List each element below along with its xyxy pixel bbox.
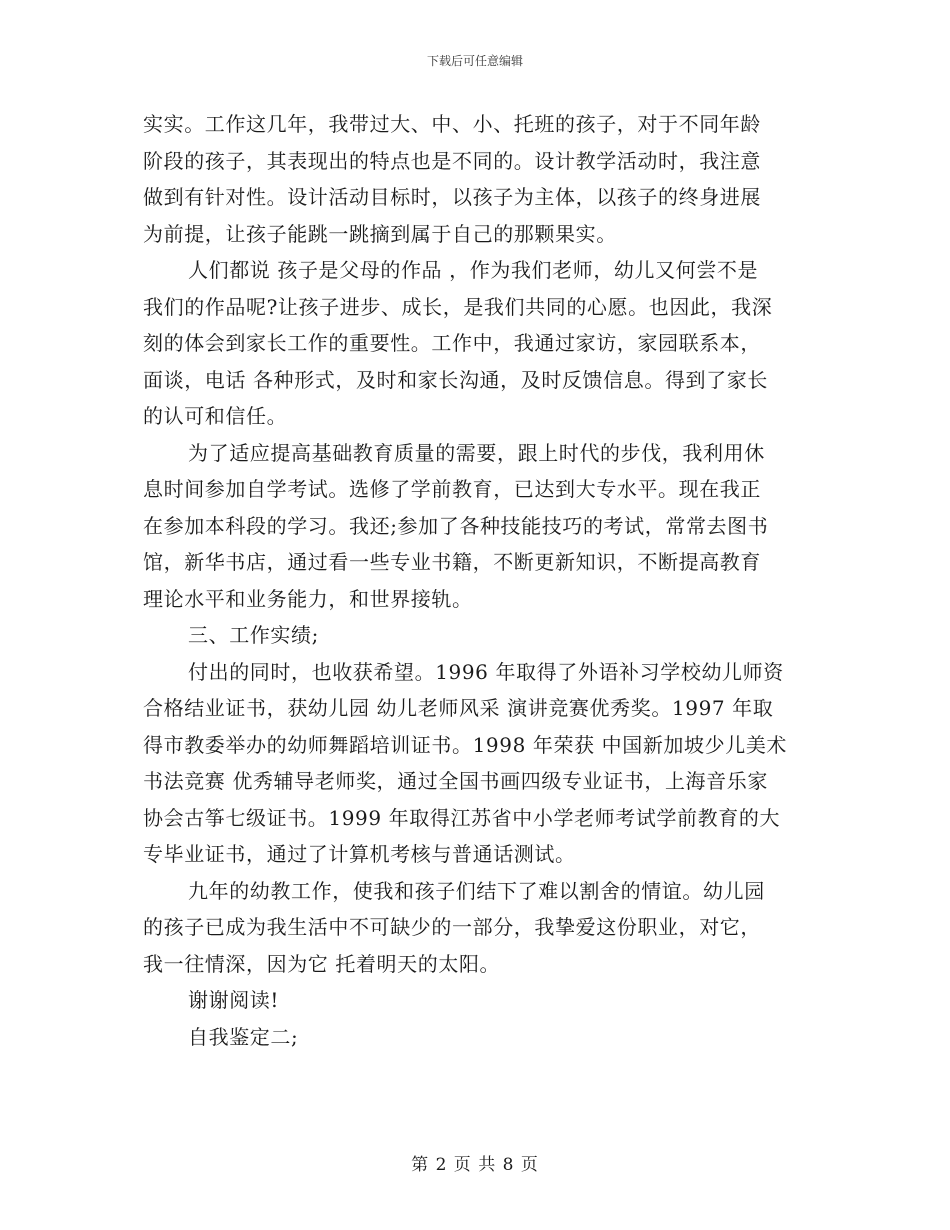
body-line: 的孩子已成为我生活中不可缺少的一部分，我挚爱这份职业，对它，	[143, 915, 761, 939]
closing-line: 谢谢阅读!	[188, 988, 280, 1012]
body-line: 九年的幼教工作，使我和孩子们结下了难以割舍的情谊。幼儿园	[188, 878, 765, 903]
body-line: 为前提，让孩子能跳一跳摘到属于自己的那颗果实。	[143, 221, 617, 246]
body-line: 理论水平和业务能力，和世界接轨。	[143, 586, 473, 611]
body-line: 阶段的孩子，其表现出的特点也是不同的。设计教学活动时，我注意	[143, 148, 761, 173]
body-line: 书法竞赛 优秀辅导老师奖，通过全国书画四级专业证书，上海音乐家	[143, 769, 768, 793]
body-line: 人们都说 孩子是父母的作品 ，作为我们老师，幼儿又何尝不是	[188, 258, 759, 282]
body-line: 的认可和信任。	[143, 404, 288, 428]
section-heading: 自我鉴定二;	[188, 1024, 299, 1049]
body-line: 面谈，电话 各种形式，及时和家长沟通，及时反馈信息。得到了家长	[143, 367, 768, 392]
body-line: 为了适应提高基础教育质量的需要，跟上时代的步伐，我利用休	[188, 440, 765, 465]
body-line: 在参加本科段的学习。我还;参加了各种技能技巧的考试，常常去图书	[143, 513, 769, 538]
body-line: 我一往情深，因为它 托着明天的太阳。	[143, 951, 501, 976]
document-body	[143, 106, 808, 1055]
body-line: 我们的作品呢?让孩子进步、成长，是我们共同的心愿。也因此，我深	[143, 294, 773, 319]
body-line: 协会古筝七级证书。1999 年取得江苏省中小学老师考试学前教育的大	[143, 805, 781, 830]
section-heading: 三、工作实绩;	[188, 623, 319, 647]
body-line: 实实。工作这几年，我带过大、中、小、托班的孩子，对于不同年龄	[143, 112, 761, 136]
body-line: 息时间参加自学考试。选修了学前教育，已达到大专水平。现在我正	[143, 477, 761, 501]
body-line: 得市教委举办的幼师舞蹈培训证书。1998 年荣获 中国新加坡少儿美术	[143, 732, 788, 757]
body-line: 做到有针对性。设计活动目标时，以孩子为主体，以孩子的终身进展	[143, 185, 761, 209]
body-line: 专毕业证书，通过了计算机考核与普通话测试。	[143, 842, 576, 866]
body-line: 刻的体会到家长工作的重要性。工作中，我通过家访，家园联系本，	[143, 331, 761, 355]
body-line: 付出的同时，也收获希望。1996 年取得了外语补习学校幼儿师资	[188, 659, 784, 684]
page-header: 下载后可任意编辑	[426, 54, 523, 68]
body-line: 馆，新华书店，通过看一些专业书籍，不断更新知识，不断提高教育	[143, 550, 761, 574]
page-number: 第 2 页 共 8 页	[411, 1155, 539, 1175]
body-line: 合格结业证书，获幼儿园 幼儿老师风采 演讲竞赛优秀奖。1997 年取	[143, 696, 774, 720]
